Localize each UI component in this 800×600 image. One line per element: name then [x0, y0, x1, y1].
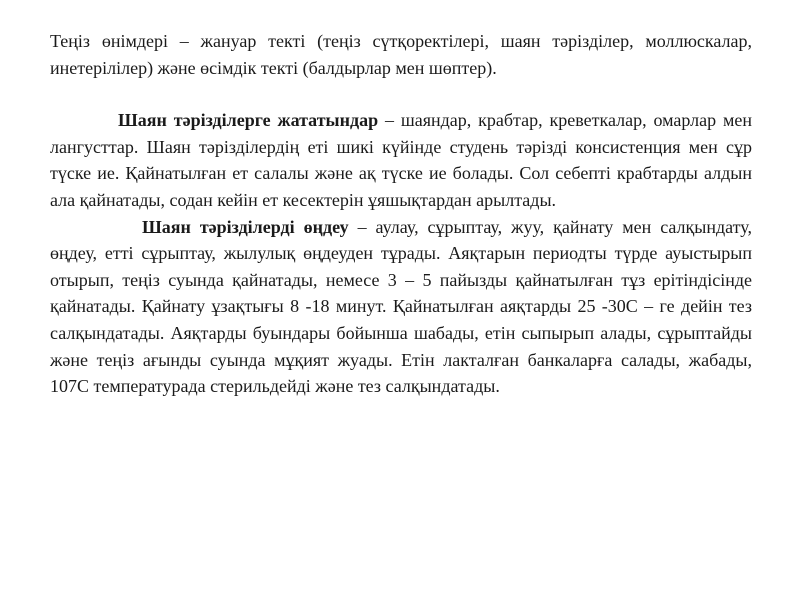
processing-text: – аулау, сұрыптау, жуу, қайнату мен салқындату, өңдеу, етті сұрыптау, жылулық өңдеуден тұрады. Аяқтарын периодты түрде ауыстырып отырып, теңіз суында қайнатады, немесе 3 – 5 пайызды қайнатылған тұз ерітіндісінде қайнатады. Қайнату ұзақтығы 8 -18 минут. Қайнатылған аяқтарды 25 -30С – ге дейін тез салқындатады. Аяқтарды буындары бойынша шабады, етін сыпырып алады, сұрыптайды және теңіз ағынды суында мұқият жуады. Етін лакталған банкаларға салады, жабады, 107С температурада стерильдейді және тез салқындатады. — [50, 216, 753, 397]
paragraph-crustaceans — [50, 107, 752, 213]
text-body — [50, 28, 752, 400]
paragraph-intro-text: Теңіз өнімдері – жануар текті (теңіз сүтқоректілері, шаян тәрізділер, моллюскалар, инетерілілер) және өсімдік текті (балдырлар мен шөптер). — [50, 31, 752, 78]
crustaceans-text: – шаяндар, крабтар, креветкалар, омарлар мен лангусттар. Шаян тәрізділердің еті шикі күйінде студень тәрізді консистенция мен сұр түске ие. Қайнатылған ет салалы және ақ түске ие болады. Сол себепті крабтарды алдын ала қайнатады, содан кейін ет кесектерін ұяшықтардан арылтады. — [50, 110, 752, 210]
paragraph-intro — [50, 28, 752, 81]
paragraph-processing — [50, 214, 752, 400]
processing-term: Шаян тәрізділерді өңдеу — [142, 216, 349, 237]
paragraph-gap — [50, 81, 752, 107]
crustaceans-term: Шаян тәрізділерге жататындар — [118, 110, 379, 131]
